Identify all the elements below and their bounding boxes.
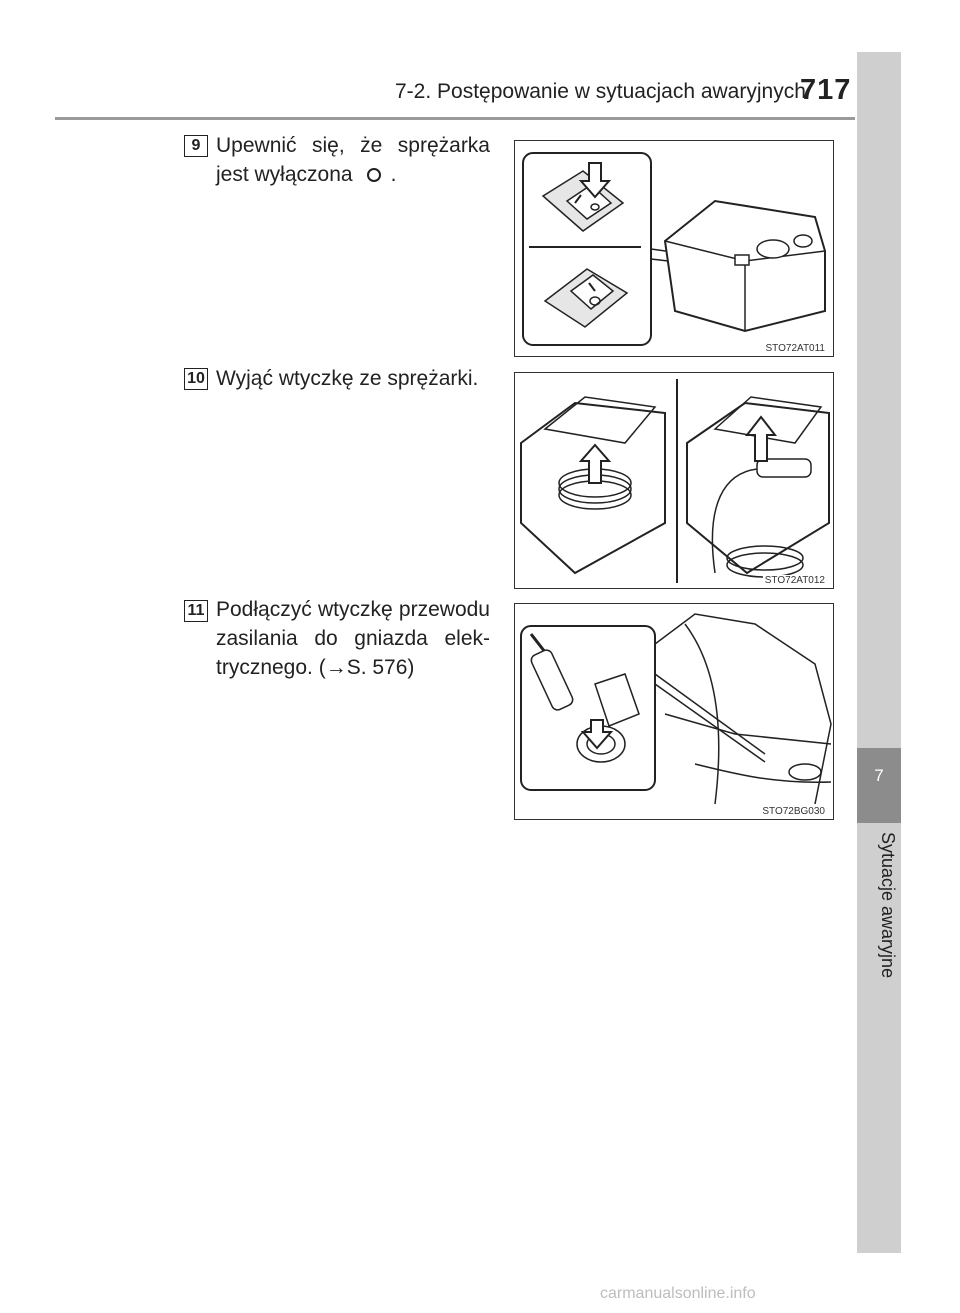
compressor-switch-illustration xyxy=(515,141,834,357)
connect-socket-illustration xyxy=(515,604,834,820)
step-10-text: Wyjąć wtyczkę ze sprężarki. xyxy=(216,367,479,390)
step-11-text: Podłączyć wtyczkę przewodu zasilania do gniazda elek-trycznego. (→S. 576) xyxy=(216,598,490,679)
remove-plug-illustration xyxy=(515,373,834,589)
figure-code: STO72BG030 xyxy=(762,806,825,817)
figure-code: STO72AT011 xyxy=(765,343,825,354)
footer-watermark: carmanualsonline.info xyxy=(600,1285,756,1302)
step-9-text-end: . xyxy=(390,163,397,186)
step-9-text xyxy=(216,131,490,189)
chapter-label: Sytuacje awaryjne xyxy=(878,832,898,979)
figure-connect-socket xyxy=(514,603,834,820)
step-number-badge: 10 xyxy=(184,368,208,390)
chapter-side-tab xyxy=(857,52,901,1253)
step-number-badge: 9 xyxy=(184,135,208,157)
page-number: 717 xyxy=(800,74,852,106)
step-9-text-main: Upewnić się, że sprężarka jest wyłączona xyxy=(216,134,490,186)
figure-remove-plug xyxy=(514,372,834,589)
header-divider xyxy=(55,117,855,120)
off-symbol-icon xyxy=(367,168,381,182)
figure-code: STO72AT012 xyxy=(764,575,825,586)
chapter-number: 7 xyxy=(874,766,884,785)
section-title: 7-2. Postępowanie w sytuacjach awaryjnych xyxy=(395,80,806,103)
step-number-badge: 11 xyxy=(184,600,208,622)
figure-compressor-switch xyxy=(514,140,834,357)
